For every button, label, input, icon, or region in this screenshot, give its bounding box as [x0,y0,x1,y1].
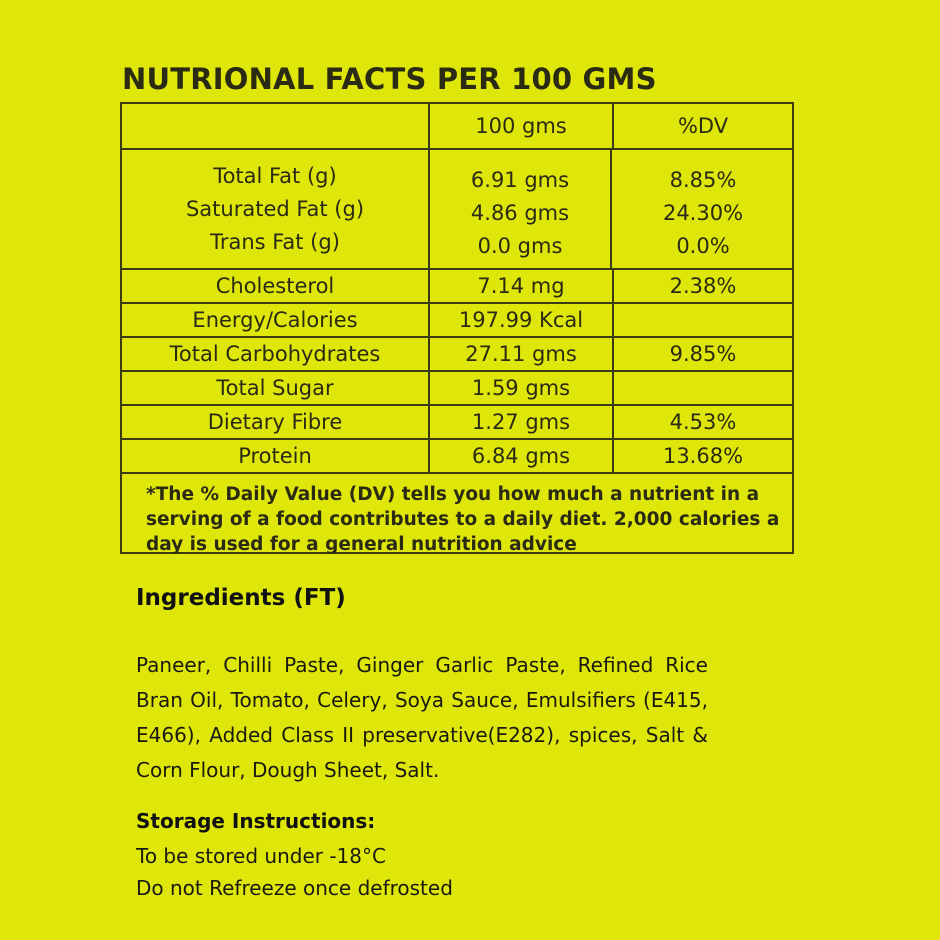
row-amount: 6.91 gms [470,167,570,192]
row-label: Total Carbohydrates [122,338,430,370]
nutrition-title: NUTRIONAL FACTS PER 100 GMS [122,62,657,96]
storage-title: Storage Instructions: [136,809,376,833]
row-dv: 4.53% [669,410,737,434]
table-row [122,440,792,474]
row-dv: 0.0% [676,233,730,258]
table-row [122,372,792,406]
storage-line: To be stored under -18°C [136,844,386,868]
row-dv: 2.38% [669,274,737,298]
fat-dv [614,150,792,268]
row-amount: 1.27 gms [430,406,614,438]
row-amount: 1.59 gms [430,372,614,404]
row-amount: 197.99 Kcal [430,304,614,336]
header-amount: 100 gms [430,104,614,148]
table-row [122,304,792,338]
dv-footnote: *The % Daily Value (DV) tells you how much a nutrient in a serving of a food contributes to a daily diet. 2,000 calories a day is used for a general nutrition advice [146,484,780,555]
row-label: Cholesterol [122,270,430,302]
table-row [122,406,792,440]
row-label: Total Sugar [122,372,430,404]
row-amount: 7.14 mg [430,270,614,302]
header-dv: %DV [677,114,729,138]
table-row [122,270,792,304]
header-empty [122,104,430,148]
footnote-row [122,474,792,555]
table-row [122,338,792,372]
row-label: Trans Fat (g) [210,229,340,254]
fat-amounts [430,150,612,268]
row-label: Protein [122,440,430,472]
fat-labels [122,150,430,268]
row-dv [614,304,792,336]
row-amount: 27.11 gms [430,338,614,370]
row-label: Total Fat (g) [213,163,337,188]
storage-line: Do not Refreeze once defrosted [136,876,453,900]
row-dv: 9.85% [669,342,737,366]
row-amount: 6.84 gms [430,440,614,472]
ingredients-text: Paneer, Chilli Paste, Ginger Garlic Paste, Refined Rice Bran Oil, Tomato, Celery, Soya Sauce, Emulsifiers (E415, E466), Added Class II preservative(E282), spices, Salt & Corn Flour, Dough Sheet, Salt. [136,653,708,782]
row-dv: 8.85% [669,167,737,192]
row-label: Energy/Calories [122,304,430,336]
row-dv: 13.68% [662,444,744,468]
nutrition-table [120,102,794,554]
row-dv [614,372,792,404]
row-label: Saturated Fat (g) [185,196,365,221]
table-row-fat-group [122,150,792,270]
row-dv: 24.30% [662,200,744,225]
row-amount: 4.86 gms [470,200,570,225]
row-label: Dietary Fibre [122,406,430,438]
ingredients-title: Ingredients (FT) [136,585,346,611]
row-amount: 0.0 gms [477,233,563,258]
table-header-row [122,104,792,150]
